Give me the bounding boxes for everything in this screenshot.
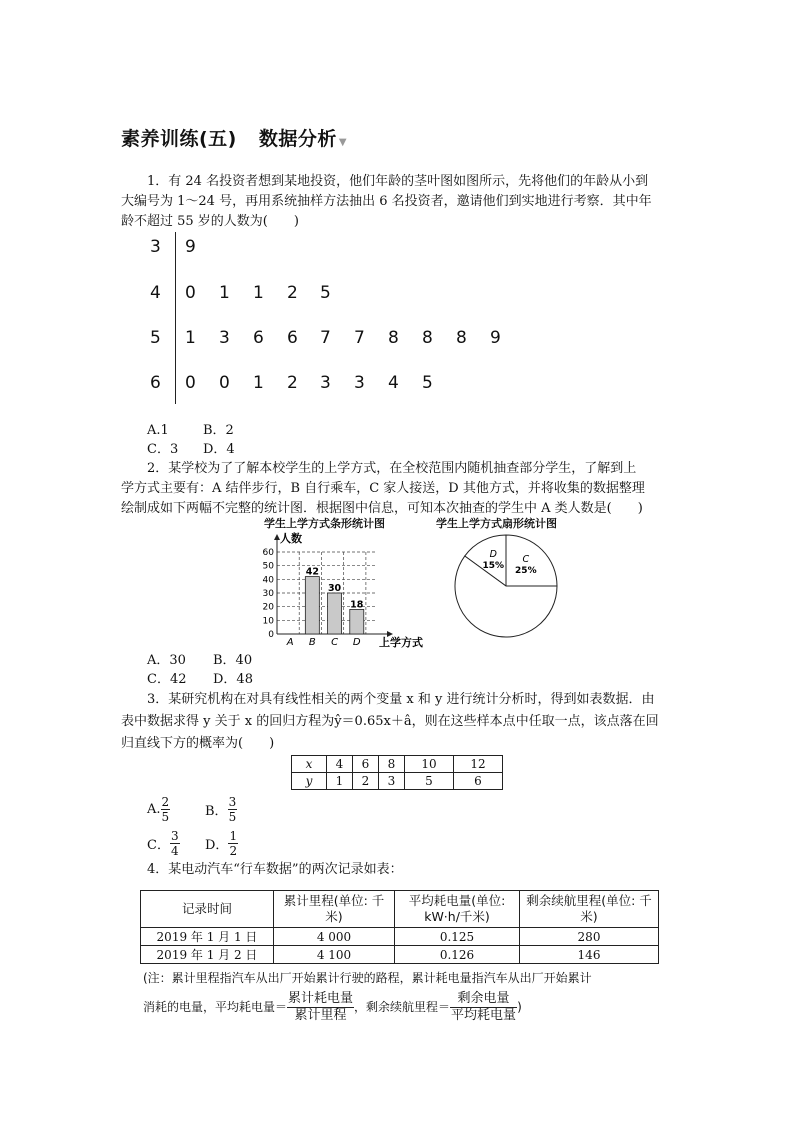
bar (328, 593, 342, 634)
y-tick-label: 20 (262, 602, 274, 613)
slice-percent: 25% (515, 566, 537, 577)
leaf: 5 (320, 283, 331, 303)
leaf: 5 (422, 373, 433, 393)
y-tick-label: 40 (262, 575, 274, 586)
option-b[interactable]: B． $\frac{3}{5}$ (205, 794, 237, 824)
leaf: 9 (490, 328, 501, 348)
option-c[interactable]: C． $\frac{3}{4}$ (147, 828, 179, 858)
x-tick-label: A (286, 637, 294, 648)
leaf: 4 (388, 373, 399, 393)
q2-options (147, 651, 253, 689)
y-tick-label: 0 (268, 630, 274, 640)
table-header: 剩余续航里程(单位: 千米) (520, 891, 659, 928)
option-c[interactable]: C．3 (147, 442, 179, 457)
y-tick-label: 30 (262, 589, 274, 599)
fraction: $\frac{3}{5}$ (228, 794, 237, 824)
leaf: 0 (185, 373, 196, 393)
table-header: 平均耗电量(单位: kW·h/千米) (395, 891, 520, 928)
leaf: 1 (219, 283, 230, 303)
fraction: $\frac{3}{4}$ (170, 828, 179, 858)
table-cell: 2 (353, 773, 379, 790)
y-tick-label: 50 (262, 561, 274, 572)
question-2-text (121, 459, 677, 519)
table-cell: x (292, 756, 327, 773)
y-tick-label: 10 (262, 616, 274, 627)
question-1-text (121, 172, 677, 232)
x-tick-label: C (331, 637, 339, 648)
title-sub: 数据分析 (258, 128, 337, 150)
leaf: 3 (320, 373, 331, 393)
leaf: 1 (185, 328, 196, 348)
q1-options (147, 421, 235, 459)
option-b[interactable]: B．2 (203, 423, 234, 438)
fraction: $\frac{2}{5}$ (161, 794, 170, 824)
data-label: 42 (305, 566, 319, 578)
question-4-text: 4．某电动汽车“行车数据”的两次记录如表： (147, 862, 403, 877)
table-header: 记录时间 (141, 891, 274, 928)
leaf: 6 (253, 328, 264, 348)
option-a[interactable]: A. $\frac{2}{5}$ (147, 794, 170, 824)
q4-data-table (140, 890, 659, 964)
leaf: 1 (253, 373, 264, 393)
pie-chart-title: 学生上学方式扇形统计图 (436, 517, 557, 530)
q1-line: 大编号为 1～24 号，再用系统抽样方法抽出 6 名投资者，邀请他们到实地进行考察．其中年 (121, 194, 652, 209)
table-cell: 4 100 (274, 946, 395, 964)
q4-note (143, 968, 683, 1024)
table-cell: 6 (353, 756, 379, 773)
table-cell: 280 (520, 928, 659, 946)
x-tick-label: D (352, 637, 361, 648)
q2-line: 学方式主要有：A 结伴步行，B 自行乘车，C 家人接送，D 其他方式，并将收集的数据整理 (121, 481, 645, 496)
table-cell: 2019 年 1 月 2 日 (141, 946, 274, 964)
leaf: 8 (456, 328, 467, 348)
table-header: 累计里程(单位: 千米) (274, 891, 395, 928)
table-cell: y (292, 773, 327, 790)
option-b[interactable]: B．40 (213, 653, 253, 668)
leaf: 8 (388, 328, 399, 348)
y-axis-label: 人数 (280, 532, 302, 545)
table-cell: 3 (379, 773, 405, 790)
triangle-icon: ▼ (338, 137, 348, 148)
table-row (292, 756, 503, 773)
pie-chart (452, 528, 562, 643)
option-d[interactable]: D． $\frac{1}{2}$ (205, 828, 238, 858)
leaf: 2 (287, 283, 298, 303)
leaf: 7 (320, 328, 331, 348)
fraction: $\frac{1}{2}$ (229, 828, 238, 858)
data-label: 18 (350, 599, 364, 611)
x-axis-label: 上学方式 (379, 636, 423, 649)
leaf: 9 (185, 237, 196, 257)
q2-line: 绘制成如下两幅不完整的统计图．根据图中信息，可知本次抽查的学生中 A 类人数是( ) (121, 501, 643, 516)
table-cell: 1 (327, 773, 353, 790)
table-cell: 10 (405, 756, 454, 773)
q3-line: 归直线下方的概率为( ) (121, 736, 275, 751)
leaf: 8 (422, 328, 433, 348)
table-cell: 146 (520, 946, 659, 964)
title-main: 素养训练(五) (121, 128, 237, 150)
option-a[interactable]: A．30 (147, 653, 186, 668)
table-cell: 4 (327, 756, 353, 773)
note-line: (注：累计里程指汽车从出厂开始累计行驶的路程，累计耗电量指汽车从出厂开始累计 (143, 971, 592, 985)
table-cell: 0.125 (395, 928, 520, 946)
bar-chart (250, 528, 440, 650)
y-tick-label: 60 (262, 548, 274, 558)
table-cell: 0.126 (395, 946, 520, 964)
leaf: 2 (287, 373, 298, 393)
leaf: 1 (253, 283, 264, 303)
table-header-row (141, 891, 659, 928)
option-d[interactable]: D．4 (203, 442, 235, 457)
leaf: 3 (354, 373, 365, 393)
q1-line: 1．有 24 名投资者想到某地投资，他们年龄的茎叶图如图所示，先将他们的年龄从小到 (147, 174, 649, 189)
page-title (121, 124, 347, 151)
leaf: 3 (219, 328, 230, 348)
x-tick-label: B (308, 637, 316, 648)
note-text: ，剩余续航里程＝ (354, 1000, 451, 1014)
table-cell: 2019 年 1 月 1 日 (141, 928, 274, 946)
note-text: 消耗的电量，平均耗电量＝ (143, 1000, 288, 1014)
leaf: 7 (354, 328, 365, 348)
note-text: ) (517, 1000, 522, 1014)
table-cell: 8 (379, 756, 405, 773)
table-cell: 12 (453, 756, 502, 773)
option-c[interactable]: C．42 (147, 672, 187, 687)
leaf: 0 (185, 283, 196, 303)
q2-line: 2．某学校为了了解本校学生的上学方式，在全校范围内随机抽查部分学生，了解到上 (147, 461, 637, 476)
bar (305, 577, 319, 634)
q3-options (147, 792, 238, 860)
pie-slices (455, 535, 557, 637)
bar-chart-title: 学生上学方式条形统计图 (264, 517, 385, 530)
table-cell: 6 (453, 773, 502, 790)
q3-line: 3．某研究机构在对具有线性相关的两个变量 x 和 y 进行统计分析时，得到如表数据．由 (147, 692, 655, 707)
stem: 5 (150, 328, 161, 348)
stem: 4 (150, 283, 161, 303)
q1-line: 龄不超过 55 岁的人数为( ) (121, 214, 299, 229)
q3-line: 表中数据求得 y 关于 x 的回归方程为ŷ＝0.65x＋â，则在这些样本点中任取一点，该点落在回 (121, 714, 659, 729)
stem: 6 (150, 373, 161, 393)
fraction: $\frac{\text{剩余电量}}{\text{平均耗电量}}$ (451, 991, 517, 1023)
slice-label: D (489, 549, 497, 561)
data-label: 30 (327, 583, 342, 594)
question-3-text (121, 689, 677, 755)
table-row (141, 946, 659, 964)
table-cell: 4 000 (274, 928, 395, 946)
bar (350, 609, 364, 634)
stem: 3 (150, 237, 161, 257)
slice-percent: 15% (482, 561, 505, 572)
stem-divider (175, 232, 176, 404)
table-cell: 5 (405, 773, 454, 790)
option-d[interactable]: D．48 (213, 672, 253, 687)
table-row (141, 928, 659, 946)
fraction: $\frac{\text{累计耗电量}}{\text{累计里程}}$ (288, 991, 354, 1023)
pie-slice (506, 535, 557, 586)
leaf: 6 (287, 328, 298, 348)
option-a[interactable]: A.1 (147, 423, 169, 438)
slice-label: C (522, 554, 530, 566)
bar-labels (263, 531, 423, 649)
table-row (292, 773, 503, 790)
leaf: 0 (219, 373, 230, 393)
q3-data-table (291, 755, 503, 790)
